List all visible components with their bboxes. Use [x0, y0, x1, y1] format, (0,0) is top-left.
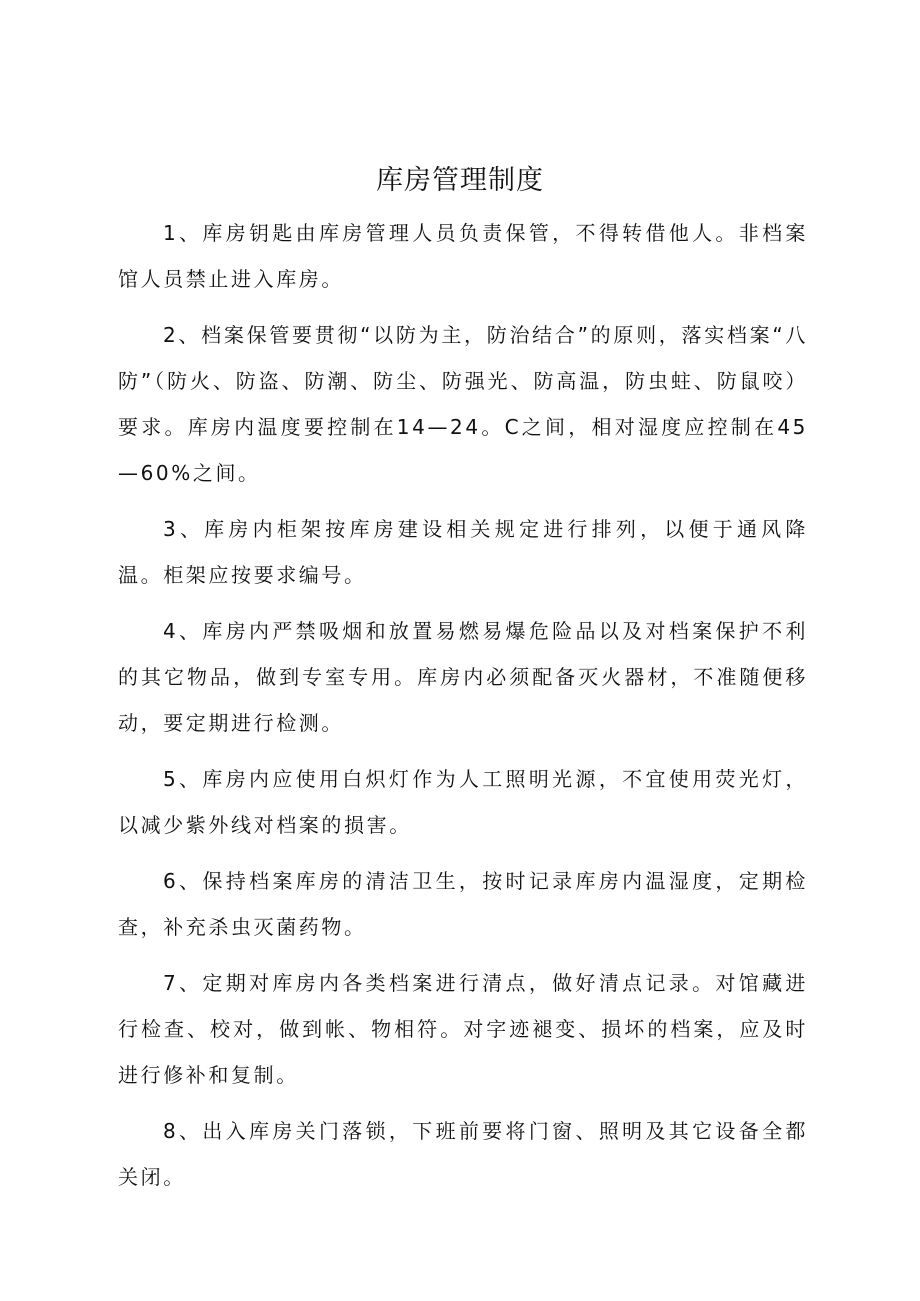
rule-paragraph-1: 1、库房钥匙由库房管理人员负责保管，不得转借他人。非档案馆人员禁止进入库房。 [118, 221, 808, 291]
rule-paragraph-6: 6、保持档案库房的清洁卫生，按时记录库房内温湿度，定期检查，补充杀虫灭菌药物。 [118, 869, 808, 939]
document-body [118, 210, 808, 1210]
rule-paragraph-3: 3、库房内柜架按库房建设相关规定进行排列，以便于通风降温。柜架应按要求编号。 [118, 517, 808, 587]
rule-paragraph-4: 4、库房内严禁吸烟和放置易燃易爆危险品以及对档案保护不利的其它物品，做到专室专用。库房内必须配备灭火器材，不准随便移动，要定期进行检测。 [118, 619, 808, 735]
rule-paragraph-7: 7、定期对库房内各类档案进行清点，做好清点记录。对馆藏进行检查、校对，做到帐、物相符。对字迹褪变、损坏的档案，应及时进行修补和复制。 [118, 971, 808, 1087]
rule-paragraph-2: 2、档案保管要贯彻“以防为主，防治结合”的原则，落实档案“八防”（防火、防盗、防潮、防尘、防强光、防高温，防虫蛀、防鼠咬）要求。库房内温度要控制在14—24。C之间，相对湿度应控制在45—60%之间。 [118, 323, 808, 485]
rule-paragraph-8: 8、出入库房关门落锁，下班前要将门窗、照明及其它设备全都关闭。 [118, 1119, 808, 1189]
document-title: 库房管理制度 [376, 165, 544, 196]
rule-paragraph-5: 5、库房内应使用白炽灯作为人工照明光源，不宜使用荧光灯，以减少紫外线对档案的损害。 [118, 767, 808, 837]
